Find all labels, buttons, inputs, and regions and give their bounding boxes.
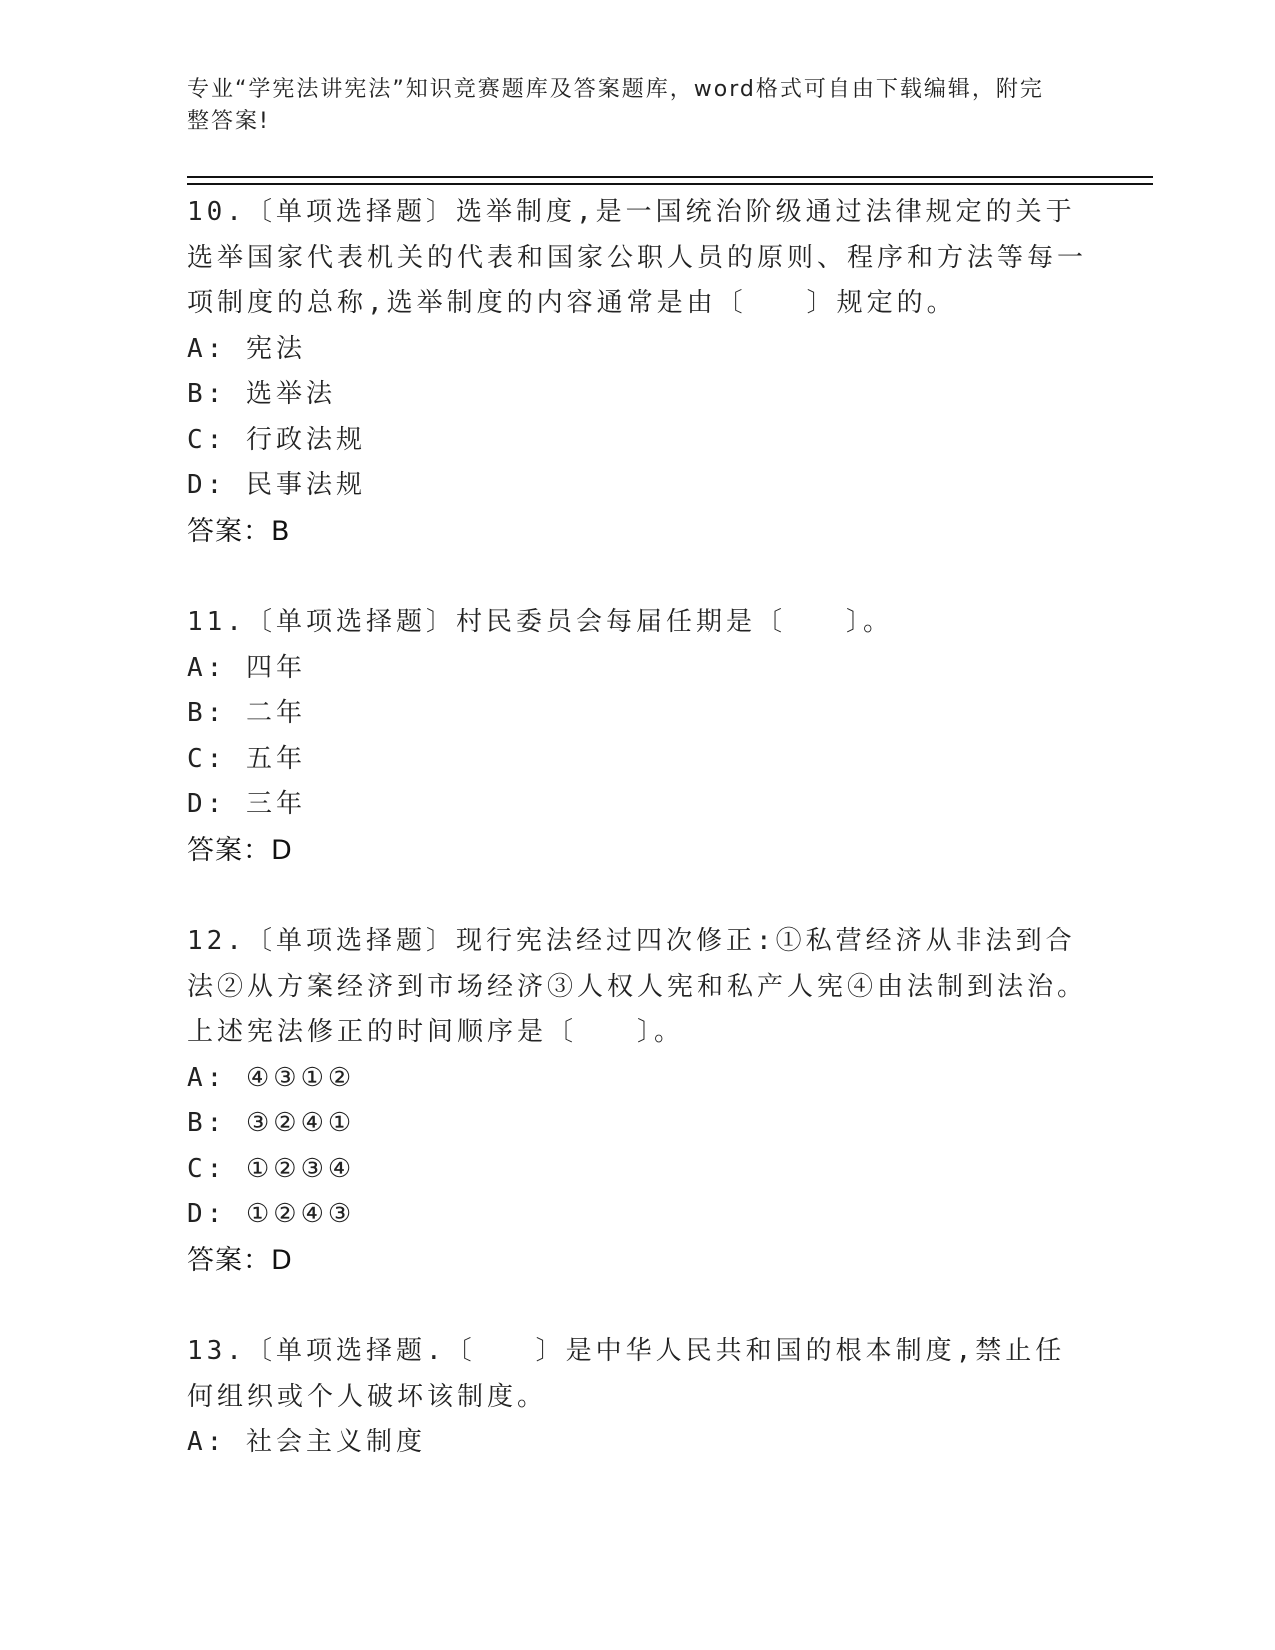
option-c: C: 五年 (187, 743, 306, 774)
option-d: D: 三年 (187, 789, 306, 819)
question-stem: 12.〔单项选择题〕现行宪法经过四次修正:①私营经济从非法到合法②从方案经济到市场经济③人权人宪和私产人宪④由法制到法治。上述宪法修正的时间顺序是〔 〕。 (187, 926, 1088, 1047)
question-stem: 13.〔单项选择题.〔 〕是中华人民共和国的根本制度,禁止任何组织或个人破坏该制度。 (187, 1336, 1066, 1412)
option-a: A: 四年 (187, 652, 306, 683)
answer-label: 答案：D (187, 834, 293, 866)
option-b: B: 选举法 (187, 379, 336, 409)
question-stem: 11.〔单项选择题〕村民委员会每届任期是〔 〕。 (187, 607, 893, 637)
question-list (187, 190, 1087, 1512)
question-13 (187, 1329, 1087, 1466)
option-d: D: ①②④③ (187, 1199, 356, 1229)
document-header: 专业“学宪法讲宪法”知识竞赛题库及答案题库，word格式可自由下载编辑，附完整答案! (187, 77, 1044, 134)
option-b: B: ③②④① (187, 1108, 356, 1138)
question-stem: 10.〔单项选择题〕选举制度,是一国统治阶级通过法律规定的关于选举国家代表机关的代表和国家公职人员的原则、程序和方法等每一项制度的总称,选举制度的内容通常是由〔 〕规定的。 (187, 197, 1088, 318)
answer-label: 答案：B (187, 515, 291, 547)
header-divider-bottom (187, 183, 1153, 185)
answer-label: 答案：D (187, 1244, 293, 1276)
option-c: C: ①②③④ (187, 1153, 356, 1184)
question-10 (187, 190, 1087, 554)
option-a: A: 社会主义制度 (187, 1427, 426, 1457)
option-d: D: 民事法规 (187, 470, 366, 500)
question-11 (187, 600, 1087, 873)
option-b: B: 二年 (187, 698, 306, 728)
option-c: C: 行政法规 (187, 424, 366, 455)
question-12 (187, 919, 1087, 1283)
header-divider-top (187, 176, 1153, 178)
option-a: A: ④③①② (187, 1062, 356, 1093)
option-a: A: 宪法 (187, 333, 306, 364)
